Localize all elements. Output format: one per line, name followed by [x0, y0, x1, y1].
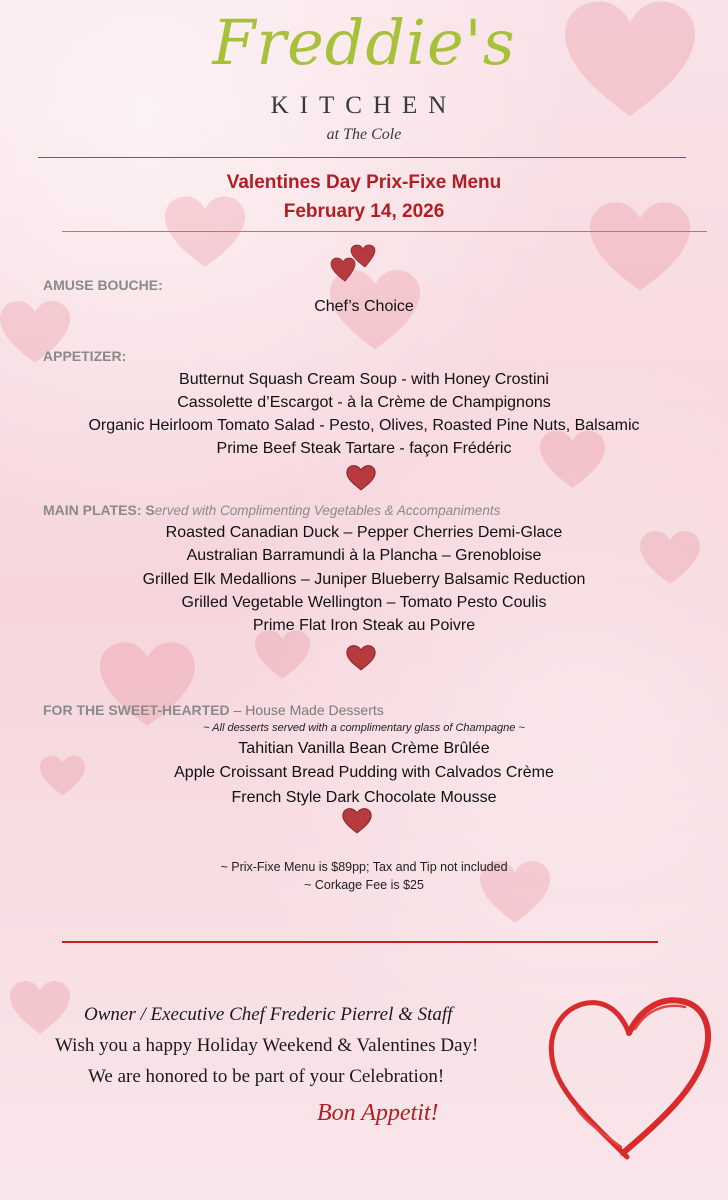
dessert-note: – House Made Desserts — [229, 702, 384, 718]
appetizer-item: Prime Beef Steak Tartare - façon Frédéric — [216, 440, 512, 457]
heart-icon — [342, 808, 372, 834]
main-item: Roasted Canadian Duck – Pepper Cherries Demi-Glace — [165, 524, 563, 541]
price-note: ~ Prix-Fixe Menu is $89pp; Tax and Tip not included — [220, 860, 508, 874]
background-heart-icon — [540, 430, 605, 490]
heart-icon — [346, 465, 376, 491]
appetizer-item: Cassolette d’Escargot - à la Crème de Champignons — [177, 394, 551, 411]
dessert-item: French Style Dark Chocolate Mousse — [231, 789, 497, 806]
logo-script: Freddie's — [212, 6, 516, 79]
closing-honored: We are honored to be part of your Celebration! — [88, 1066, 445, 1087]
section-label-dessert — [43, 702, 384, 718]
divider-title — [62, 231, 707, 232]
closing-wish: Wish you a happy Holiday Weekend & Valentines Day! — [55, 1035, 479, 1056]
dessert-label: FOR THE SWEET-HEARTED — [43, 702, 230, 718]
dessert-item: Apple Croissant Bread Pudding with Calvados Crème — [174, 764, 554, 781]
divider-bottom — [62, 941, 658, 943]
section-label-appetizer: APPETIZER: — [43, 348, 127, 364]
background-heart-icon — [10, 980, 70, 1036]
appetizer-item: Butternut Squash Cream Soup - with Honey Crostini — [179, 371, 549, 388]
dessert-subnote: ~ All desserts served with a complimentary glass of Champagne ~ — [203, 722, 525, 734]
main-label: MAIN PLATES: S — [43, 502, 155, 518]
closing-signoff: Bon Appetit! — [317, 1100, 439, 1126]
main-note: erved with Complimenting Vegetables & Accompaniments — [154, 503, 501, 518]
corkage-note: ~ Corkage Fee is $25 — [304, 878, 424, 892]
heart-icon — [346, 645, 376, 671]
background-heart-icon — [255, 630, 310, 680]
main-item: Grilled Elk Medallions – Juniper Blueberry Balsamic Reduction — [142, 571, 586, 588]
appetizer-item: Organic Heirloom Tomato Salad - Pesto, Olives, Roasted Pine Nuts, Balsamic — [88, 417, 640, 434]
main-item: Grilled Vegetable Wellington – Tomato Pesto Coulis — [181, 594, 547, 611]
main-item: Prime Flat Iron Steak au Poivre — [252, 617, 476, 634]
outline-heart-icon — [535, 985, 715, 1165]
closing-owner: Owner / Executive Chef Frederic Pierrel & Staff — [84, 1004, 453, 1025]
section-label-amuse: AMUSE BOUCHE: — [43, 277, 163, 293]
main-item: Australian Barramundi à la Plancha – Grenobloise — [186, 547, 542, 564]
double-heart-icon — [330, 243, 378, 283]
section-label-main — [43, 502, 500, 518]
dessert-item: Tahitian Vanilla Bean Crème Brûlée — [238, 740, 490, 757]
menu-date: February 14, 2026 — [283, 201, 445, 222]
logo-subtitle: at The Cole — [326, 126, 402, 143]
logo-kitchen: KITCHEN — [270, 92, 458, 119]
divider-top — [38, 157, 686, 158]
amuse-item: Chef’s Choice — [314, 298, 414, 315]
menu-title: Valentines Day Prix-Fixe Menu — [226, 172, 502, 193]
